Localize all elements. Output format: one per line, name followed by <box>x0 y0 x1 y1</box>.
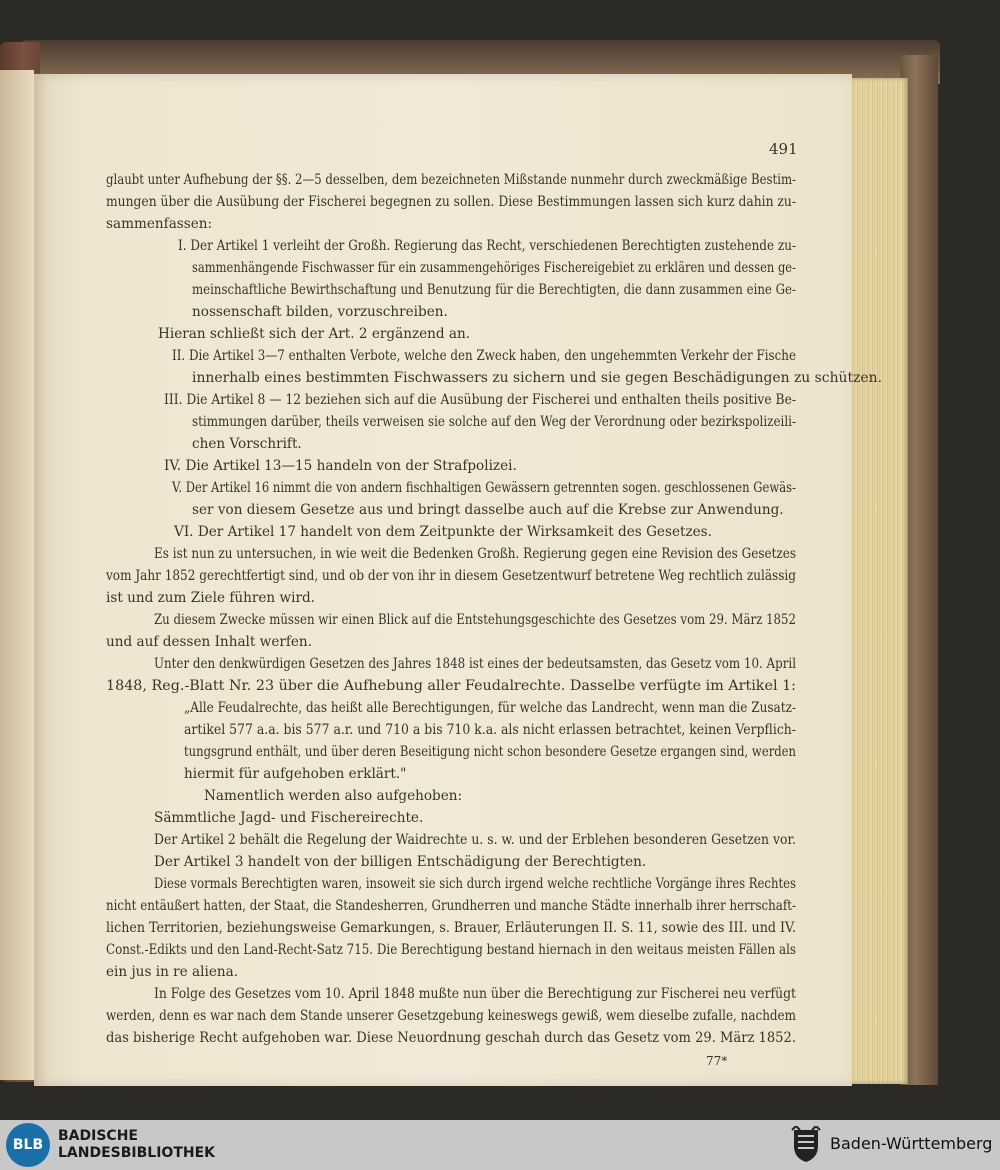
text-line: Sämmtliche Jagd- und Fischereirechte. <box>154 810 424 826</box>
text-line: nossenschaft bilden, vorzuschreiben. <box>192 304 448 320</box>
text-line: lichen Territorien, beziehungsweise Gemarkungen, s. Brauer, Erläuterungen II. S. 11, sowie des III. und IV. <box>106 920 796 936</box>
blb-name[interactable] <box>58 1128 215 1162</box>
text-line: meinschaftliche Bewirthschaftung und Benutzung für die Berechtigten, die dann zusammen eine Ge- <box>192 282 796 298</box>
footer-bar <box>0 1120 1000 1170</box>
text-line: ein jus in re aliena. <box>106 964 239 980</box>
text-line: Unter den denkwürdigen Gesetzen des Jahres 1848 ist eines der bedeutsamsten, das Gesetz vom 10. April <box>154 656 796 672</box>
book-page <box>34 74 882 1086</box>
text-line: „Alle Feudalrechte, das heißt alle Berechtigungen, für welche das Landrecht, wenn man die Zusatz- <box>184 700 796 716</box>
text-line: In Folge des Gesetzes vom 10. April 1848 mußte nun über die Berechtigung zur Fischerei neu verfügt <box>154 986 796 1002</box>
text-line: sammenhängende Fischwasser für ein zusammengehöriges Fischereigebiet zu erklären und dessen ge- <box>192 260 796 276</box>
text-line: V. Der Artikel 16 nimmt die von andern fischhaltigen Gewässern getrennten sogen. geschlossenen Gewäs- <box>172 480 796 496</box>
text-line: stimmungen darüber, theils verweisen sie solche auf den Weg der Verordnung oder bezirkspolizeili- <box>192 414 796 430</box>
text-line: werden, denn es war nach dem Stande unserer Gesetzgebung keineswegs gewiß, wem dieselbe zufalle, nachdem <box>106 1008 796 1024</box>
text-line: vom Jahr 1852 gerechtfertigt sind, und ob der von ihr in diesem Gesetzentwurf betretene Weg rechtlich zulässig <box>106 568 796 584</box>
text-line: I. Der Artikel 1 verleiht der Großh. Regierung das Recht, verschiedenen Berechtigten zustehende zu- <box>178 238 796 254</box>
text-line: 1848, Reg.-Blatt Nr. 23 über die Aufhebung aller Feudalrechte. Dasselbe verfügte im Artikel 1: <box>106 678 796 694</box>
text-line: ser von diesem Gesetze aus und bringt dasselbe auch auf die Krebse zur Anwendung. <box>192 502 784 518</box>
text-line: II. Die Artikel 3—7 enthalten Verbote, welche den Zweck haben, den ungehemmten Verkehr der Fische <box>172 348 796 364</box>
text-line: chen Vorschrift. <box>192 436 302 452</box>
text-line: artikel 577 a.a. bis 577 a.r. und 710 a bis 710 k.a. als nicht erlassen betrachtet, keinen Verpflich- <box>184 722 796 738</box>
text-line: das bisherige Recht aufgehoben war. Diese Neuordnung geschah durch das Gesetz vom 29. März 1852. <box>106 1030 796 1046</box>
page-stack-edge <box>848 78 908 1084</box>
blb-name-line2: LANDESBIBLIOTHEK <box>58 1145 216 1161</box>
text-line: Hieran schließt sich der Art. 2 ergänzend an. <box>158 326 471 342</box>
text-line: ist und zum Ziele führen wird. <box>106 590 315 606</box>
text-line: innerhalb eines bestimmten Fischwassers zu sichern und sie gegen Beschädigungen zu schützen. <box>192 370 882 386</box>
text-line: Namentlich werden also aufgehoben: <box>204 788 463 804</box>
text-line: Const.-Edikts und den Land-Recht-Satz 715. Die Berechtigung bestand hiernach in den weitaus meisten Fällen als <box>106 942 796 958</box>
text-line: Diese vormals Berechtigten waren, insoweit sie sich durch irgend welche rechtliche Vorgänge ihres Rechtes <box>154 876 796 892</box>
text-line: III. Die Artikel 8 — 12 beziehen sich auf die Ausübung der Fischerei und enthalten theils positive Be- <box>164 392 796 408</box>
text-line: tungsgrund enthält, und über deren Beseitigung nicht schon besondere Gesetze ergangen sind, werden <box>184 744 796 760</box>
text-line: Es ist nun zu untersuchen, in wie weit die Bedenken Großh. Regierung gegen eine Revision des Gesetzes <box>154 546 796 562</box>
sheet-signature: 77* <box>706 1054 728 1068</box>
text-line: glaubt unter Aufhebung der §§. 2—5 desselben, dem bezeichneten Mißstande nunmehr durch zweckmäßige Bestim- <box>106 172 796 188</box>
page-number: 491 <box>769 140 798 158</box>
text-line: sammenfassen: <box>106 216 213 232</box>
blb-logo[interactable]: BLB <box>6 1123 50 1167</box>
text-line: IV. Die Artikel 13—15 handeln von der Strafpolizei. <box>164 458 517 474</box>
text-line: Der Artikel 2 behält die Regelung der Waidrechte u. s. w. und der Erblehen besonderen Gesetzen vor. <box>154 832 796 848</box>
facing-page-edge <box>0 70 34 1080</box>
blb-name-line1: BADISCHE <box>58 1128 138 1144</box>
text-line: Zu diesem Zwecke müssen wir einen Blick auf die Entstehungsgeschichte des Gesetzes vom 29. März 1852 <box>154 612 796 628</box>
text-line: mungen über die Ausübung der Fischerei begegnen zu sollen. Diese Bestimmungen lassen sich kurz dahin zu- <box>106 194 796 210</box>
text-line: VI. Der Artikel 17 handelt von dem Zeitpunkte der Wirksamkeit des Gesetzes. <box>174 524 712 540</box>
bw-name[interactable]: Baden-Württemberg <box>830 1134 993 1153</box>
text-line: hiermit für aufgehoben erklärt." <box>184 766 407 782</box>
text-line: Der Artikel 3 handelt von der billigen Entschädigung der Berechtigten. <box>154 854 647 870</box>
text-line: nicht entäußert hatten, der Staat, die Standesherren, Grundherren und manche Städte innerhalb ihrer herrschaft- <box>106 898 796 914</box>
text-line: und auf dessen Inhalt werfen. <box>106 634 313 650</box>
coat-of-arms-icon <box>790 1126 822 1164</box>
